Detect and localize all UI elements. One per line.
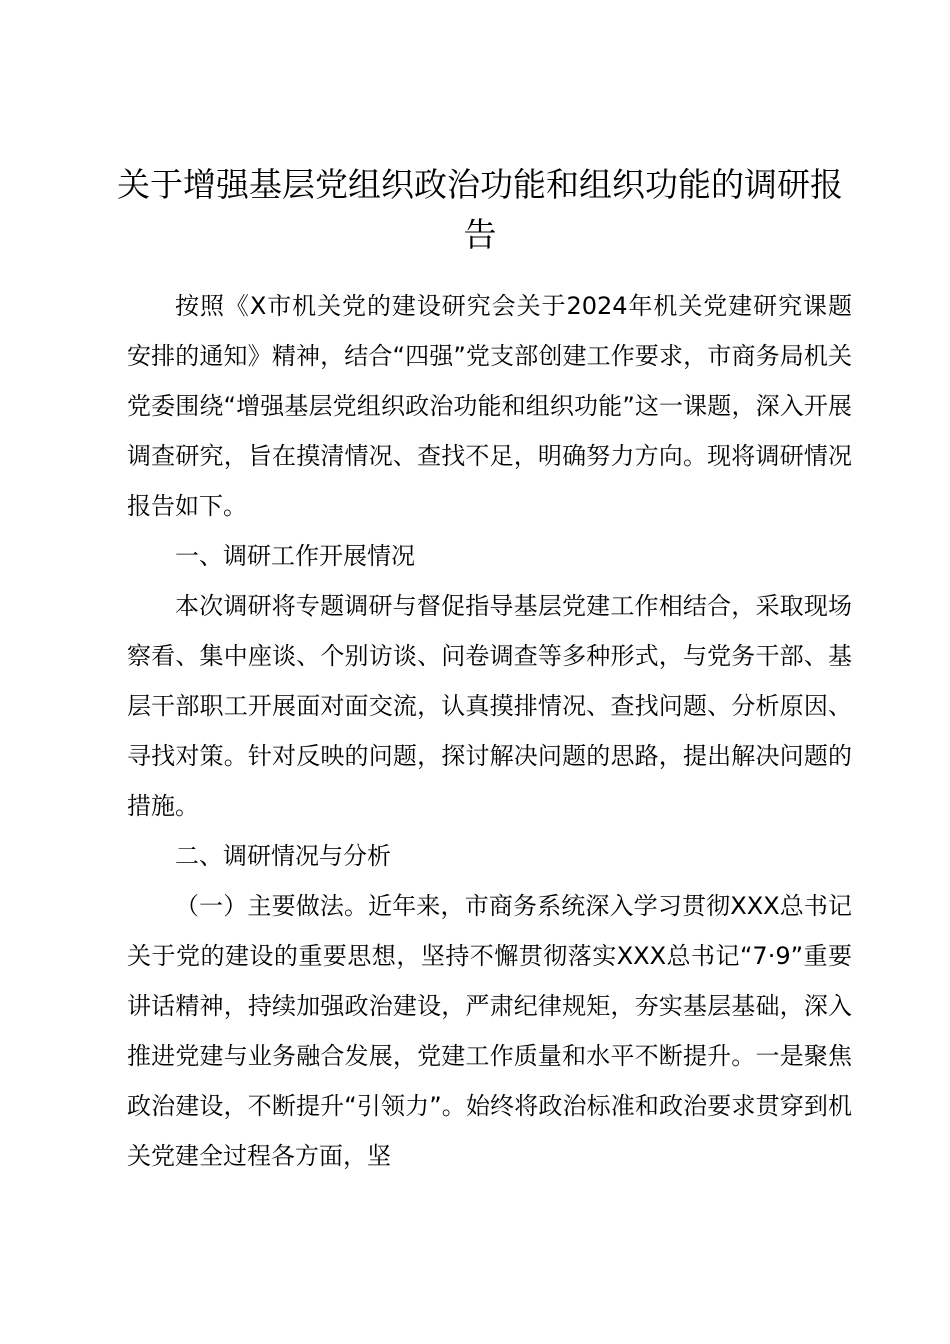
section-1-paragraph: 本次调研将专题调研与督促指导基层党建工作相结合，采取现场察看、集中座谈、个别访谈、问卷调查等多种形式，与党务干部、基层干部职工开展面对面交流，认真摸排情况、查找问题、分析原因、寻找对策。针对反映的问题，探讨解决问题的思路，提出解决问题的措施。 xyxy=(127,592,852,820)
section-2-paragraph: （一）主要做法。近年来，市商务系统深入学习贯彻XXX总书记关于党的建设的重要思想，坚持不懈贯彻落实XXX总书记“7·9”重要讲话精神，持续加强政治建设，严肃纪律规矩，夯实基层基础，深入推进党建与业务融合发展，党建工作质量和水平不断提升。一是聚焦政治建设，不断提升“引领力”。始终将政治标准和政治要求贯穿到机关党建全过程各方面，坚 xyxy=(127,892,852,1170)
section-heading-2: 二、调研情况与分析 xyxy=(175,842,391,870)
intro-paragraph: 按照《X市机关党的建设研究会关于2024年机关党建研究课题安排的通知》精神，结合“四强”党支部创建工作要求，市商务局机关党委围绕“增强基层党组织政治功能和组织功能”这一课题，深入开展调查研究，旨在摸清情况、查找不足，明确努力方向。现将调研情况报告如下。 xyxy=(127,292,852,520)
document-body xyxy=(127,281,852,1181)
section-heading-1: 一、调研工作开展情况 xyxy=(175,542,415,570)
document-title: 关于增强基层党组织政治功能和组织功能的调研报告 xyxy=(117,165,843,254)
